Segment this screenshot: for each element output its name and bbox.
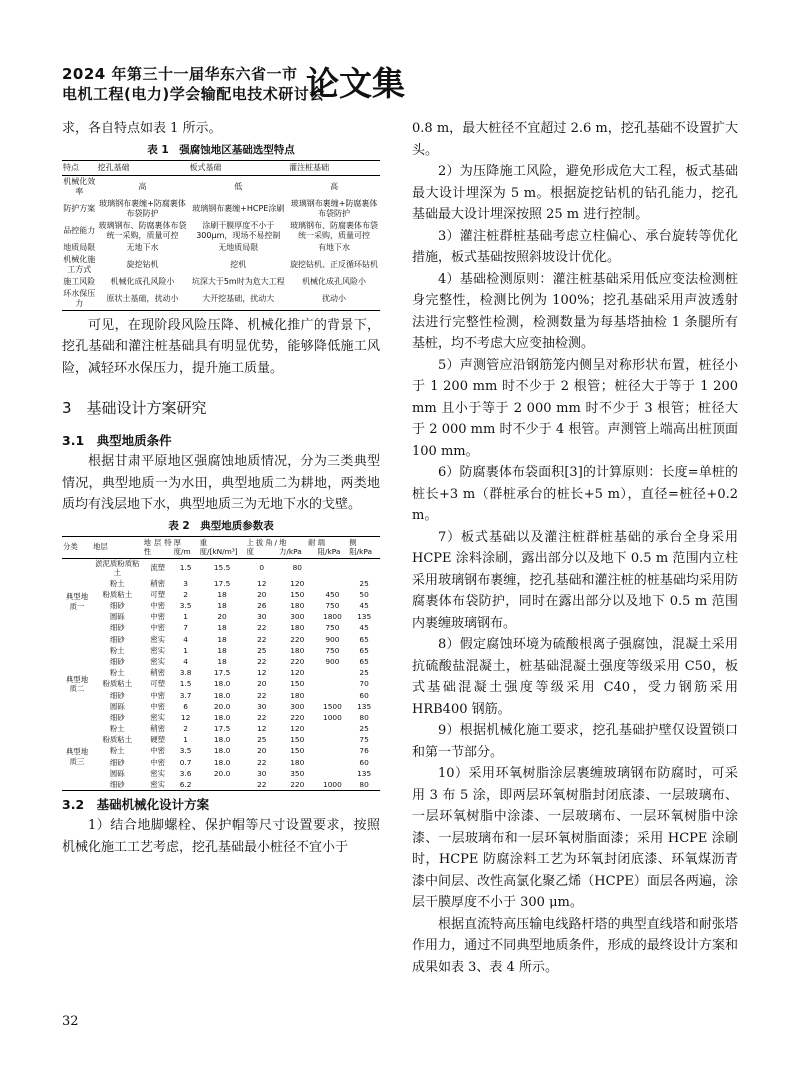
- table1-cell: 机械化施工方式: [63, 254, 96, 274]
- table2-cell: [317, 768, 349, 779]
- table2-cell: 0: [259, 563, 265, 573]
- table2-cell: 135: [357, 768, 372, 778]
- table2-cell: 300: [290, 701, 305, 711]
- table1-cell: 旋挖钻机、正反循环钻机: [290, 259, 379, 269]
- table2-cell: 粉土: [109, 746, 125, 756]
- table-row: [62, 220, 380, 242]
- paragraph: 5）声测管应沿钢筋笼内侧呈对称形状布置，桩径小于 1 200 mm 时不少于 2 根管；桩径大于等于 1 200 mm 且小于等于 2 000 mm 时不少于 3 根管；桩径大于 2 000 mm 时不少于 4 根管。声测管上端高出桩顶面 100 mm。: [412, 357, 738, 459]
- table2-header-cell: 端阻/kPa: [317, 536, 349, 558]
- table2-cell: 稍密: [150, 578, 165, 588]
- paragraph: 0.8 m，最大桩径不宜超过 2.6 m，挖孔基础不设置扩大头。: [412, 121, 738, 158]
- table2-cell: 密实: [150, 768, 165, 778]
- table2-cell: 18.0: [213, 712, 231, 722]
- table1-cell: 玻璃钢布裹缠+防腐裹体布袋防护: [290, 198, 378, 218]
- table2-cell: 180: [290, 623, 305, 633]
- table2-cell: 6.2: [179, 780, 192, 790]
- table1-cell: 玻璃钢布、防腐裹体布袋统一采购，质量可控: [98, 220, 187, 240]
- table2-cell: 3.5: [179, 746, 192, 756]
- table2-cell: 粉质粘土: [102, 589, 133, 599]
- table1-cell: 无地下水: [126, 242, 159, 252]
- table2-cell: 220: [290, 656, 305, 666]
- table2-cell: 细砂: [109, 656, 125, 666]
- table2-cell: 1.5: [179, 563, 192, 573]
- table2-cell: 圆砾: [109, 768, 125, 778]
- table-row: [62, 634, 380, 645]
- table2-cell: 22: [257, 690, 267, 700]
- table2-cell: 圆砾: [109, 701, 125, 711]
- table2-cell: 25: [359, 578, 369, 588]
- table2-cell: 18: [217, 656, 227, 666]
- table2-cell: 76: [359, 746, 369, 756]
- table2-cell: 中密: [150, 612, 165, 622]
- table1-header-cell: 灌注桩基础: [288, 160, 380, 175]
- table2-cell: 中密: [150, 623, 165, 633]
- page-number: 32: [62, 1014, 79, 1029]
- table-row: [62, 679, 380, 690]
- table-row: [62, 768, 380, 779]
- table2-cell: 密实: [150, 634, 165, 644]
- table2-cell: 7: [183, 623, 188, 633]
- table1-cell: 机械化成孔风险小: [302, 276, 367, 286]
- table2-cell: 2: [183, 589, 188, 599]
- table2-cell: 220: [290, 712, 305, 722]
- table2-cell: 25: [359, 724, 369, 734]
- table2-header-cell: 上拔角/度: [246, 536, 278, 558]
- table2-cell: [199, 779, 246, 791]
- table2-cell: 45: [359, 623, 369, 633]
- table2-cell: 3.5: [179, 601, 192, 611]
- table2-cell: 135: [357, 612, 372, 622]
- table-row: [62, 254, 380, 276]
- table-row: [62, 175, 380, 198]
- table2-cell: 65: [359, 656, 369, 666]
- paragraph: 1）结合地脚螺栓、保护帽等尺寸设置要求，按照机械化施工工艺考虑，挖孔基础最小桩径不宜小于: [62, 818, 380, 855]
- table2-cell: 150: [290, 746, 305, 756]
- table2-cell: 20: [217, 612, 227, 622]
- table1-cell: 大开挖基础，扰动大: [202, 293, 275, 303]
- table2-header-cell: 厚度/m: [173, 536, 199, 558]
- table-row: [62, 757, 380, 768]
- paragraph: 根据甘肃平原地区强腐蚀地质情况，分为三类典型情况，典型地质一为水田，典型地质二为耕地，两类地质均有浅层地下水，典型地质三为无地下水的戈壁。: [62, 454, 380, 512]
- table2-cell: 70: [359, 679, 369, 689]
- table2-cell: 350: [290, 768, 305, 778]
- table2-cell: 3.8: [179, 668, 192, 678]
- table-row: [62, 746, 380, 757]
- table2-cell: 450: [325, 589, 340, 599]
- table1-cell: 玻璃钢布裹缠+HCPE涂刷: [192, 203, 285, 213]
- table2-cell: 120: [290, 724, 305, 734]
- table2-group-cell: 典型地质二: [65, 674, 89, 694]
- table2-cell: 80: [359, 712, 369, 722]
- table2-cell: [317, 558, 349, 578]
- table2-cell: 25: [257, 735, 267, 745]
- table2-cell: 细砂: [109, 712, 125, 722]
- table2-cell: 750: [325, 645, 340, 655]
- table2-cell: 150: [290, 589, 305, 599]
- table2-cell: 80: [359, 780, 369, 790]
- table-row: [62, 589, 380, 600]
- paragraph: 7）板式基础以及灌注桩群桩基础的承台全身采用 HCPE 涂料涂刷，露出部分以及地下 0.5 m 范围内立柱采用玻璃钢布裹缠，挖孔基础和灌注桩的桩基础均采用防腐裹体布袋防护，同时在露出部分以及地下 0.5 m 范围内裹缠玻璃钢布。: [412, 529, 738, 631]
- table2-cell: 圆砾: [109, 612, 125, 622]
- paragraph: 3）灌注桩群桩基础考虑立柱偏心、承台旋转等优化措施，板式基础按照斜坡设计优化。: [412, 228, 738, 265]
- table2-cell: 17.5: [213, 578, 231, 588]
- table2-cell: 17.5: [213, 668, 231, 678]
- table2-cell: 18.0: [213, 735, 231, 745]
- table2-cell: 1.5: [179, 679, 192, 689]
- table2-cell: [317, 690, 349, 701]
- table2-cell: 180: [290, 645, 305, 655]
- table2-cell: 1: [183, 735, 188, 745]
- table2-cell: [317, 757, 349, 768]
- table2-cell: 50: [359, 589, 369, 599]
- table2-cell: 30: [257, 701, 267, 711]
- table2-cell: 可塑: [150, 679, 165, 689]
- paragraph: 10）采用环氧树脂涂层裹缠玻璃钢布防腐时，可采用 3 布 5 涂，即两层环氧树脂封闭底漆、一层玻璃布、一层环氧树脂中涂漆、一层玻璃布、一层环氧树脂中涂漆、一层玻璃布和一层环氧树脂面漆；采用 HCPE 涂刷时，HCPE 防腐涂料工艺为环氧封闭底漆、环氧煤沥青漆中间层、改性高氯化聚乙烯（HCPE）面层各两遍，涂层干膜厚度不小于 300 μm。: [412, 766, 738, 910]
- table1-cell: 挖机: [230, 259, 247, 269]
- table1-cell: 环水保压力: [63, 288, 96, 308]
- table-row: [62, 712, 380, 723]
- table2-cell: 18.0: [213, 746, 231, 756]
- table2-cell: 20.0: [213, 768, 231, 778]
- table2-group-cell: 典型地质一: [65, 592, 89, 611]
- table2-cell: 淤泥质粉质粘土: [95, 558, 140, 578]
- paragraph: 4）基础检测原则：灌注桩基础采用低应变法检测桩身完整性，检测比例为 100%；挖孔基础采用声波透射法进行完整性检测，检测数量为每基塔抽检 1 条腿所有基桩，均不考虑大应变抽检测。: [412, 271, 738, 351]
- table2-header-cell: 地层: [92, 536, 143, 558]
- table2-cell: 0.7: [179, 757, 192, 767]
- table2-cell: 细砂: [109, 634, 125, 644]
- table2-cell: 900: [325, 656, 340, 666]
- table2-cell: 22: [257, 623, 267, 633]
- table2-cell: 30: [257, 768, 267, 778]
- table2-cell: 18: [217, 634, 227, 644]
- table2-cell: 18: [217, 645, 227, 655]
- table2-cell: [317, 667, 349, 678]
- table2-cell: 密实: [150, 656, 165, 666]
- table1-cell: 高: [138, 181, 147, 191]
- table2-cell: 粉土: [109, 668, 125, 678]
- table1-cell: 施工风险: [63, 276, 96, 286]
- table2-cell: 22: [257, 712, 267, 722]
- table2-cell: 750: [325, 601, 340, 611]
- table2-cell: 20.0: [213, 701, 231, 711]
- section-heading: 3 基础设计方案研究: [62, 399, 207, 417]
- table2-cell: 65: [359, 645, 369, 655]
- table2-cell: 18.0: [213, 757, 231, 767]
- table2-cell: 75: [359, 735, 369, 745]
- table2-cell: 稍密: [150, 668, 165, 678]
- table2: [62, 536, 380, 792]
- table2-caption: 表 2 典型地质参数表: [168, 519, 274, 532]
- table2-cell: 密实: [150, 645, 165, 655]
- table2-cell: 30: [257, 612, 267, 622]
- table-row: [62, 288, 380, 311]
- table2-cell: 6: [183, 701, 188, 711]
- table2-cell: 4: [183, 656, 188, 666]
- table2-cell: 细砂: [109, 601, 125, 611]
- table2-cell: 可塑: [150, 589, 165, 599]
- table2-cell: 18.0: [213, 679, 231, 689]
- table1-cell: 有地下水: [318, 242, 351, 252]
- table2-cell: 22: [257, 634, 267, 644]
- paragraph: 可见，在现阶段风险压降、机械化推广的背景下，挖孔基础和灌注桩基础具有明显优势，能够降低施工风险，减轻环水保压力，提升施工质量。: [62, 317, 380, 376]
- paragraph: 2）为压降施工风险，避免形成危大工程，板式基础最大设计埋深为 5 m。根据旋挖钻机的钻孔能力，挖孔基础最大设计埋深按照 25 m 进行控制。: [412, 164, 738, 222]
- table1-cell: 防护方案: [63, 203, 96, 213]
- table2-cell: 20: [257, 679, 267, 689]
- table2-header-cell: 侧阻/kPa: [348, 536, 380, 558]
- table2-cell: 1500: [323, 701, 342, 711]
- table-row: [62, 779, 380, 791]
- table2-header-cell: 地层特性: [143, 536, 173, 558]
- table-row: [62, 667, 380, 678]
- table2-cell: [317, 578, 349, 589]
- table2-group-cell: 典型地质三: [65, 747, 89, 766]
- table2-cell: 密实: [150, 712, 165, 722]
- table2-cell: 26: [257, 601, 267, 611]
- table2-cell: [317, 723, 349, 734]
- table2-cell: 中密: [150, 701, 165, 711]
- table2-cell: 45: [359, 601, 369, 611]
- table2-cell: 12: [180, 712, 191, 722]
- table2-cell: 18: [217, 589, 227, 599]
- table2-cell: 120: [290, 668, 305, 678]
- proceedings-title: [62, 64, 325, 104]
- table2-cell: 20: [257, 589, 267, 599]
- table-row: [62, 611, 380, 622]
- table-row: [62, 623, 380, 634]
- table2-cell: 细砂: [109, 757, 125, 767]
- table2-cell: 1000: [323, 780, 342, 790]
- table2-cell: 180: [290, 690, 305, 700]
- table1-cell: 旋挖钻机: [126, 259, 159, 269]
- table-row: [62, 701, 380, 712]
- table2-cell: 180: [290, 757, 305, 767]
- table1-caption: 表 1 强腐蚀地区基础选型特点: [147, 143, 295, 156]
- table2-cell: 22: [257, 780, 267, 790]
- table2-cell: 20: [257, 746, 267, 756]
- table2-header-cell: 重度/[kN/m³]: [199, 536, 246, 558]
- table2-cell: 稍密: [150, 724, 165, 734]
- table2-cell: 中密: [150, 690, 165, 700]
- table2-cell: 120: [290, 578, 305, 588]
- table1-cell: 低: [234, 181, 243, 191]
- table-row: [62, 723, 380, 734]
- table2-cell: 60: [359, 757, 369, 767]
- table2-cell: 17.5: [213, 724, 231, 734]
- proceedings-title-line1: 2024 年第三十一届华东六省一市: [62, 65, 298, 83]
- table-row: [62, 600, 380, 611]
- table2-cell: 细砂: [109, 780, 125, 790]
- table2-cell: 粉土: [109, 578, 125, 588]
- table-row: [62, 690, 380, 701]
- table-row: [62, 656, 380, 667]
- table2-cell: 220: [290, 780, 305, 790]
- table1-cell: 原状土基础，扰动小: [106, 293, 179, 303]
- table-row: [62, 645, 380, 656]
- table2-cell: 750: [325, 623, 340, 633]
- subsection-heading: 3.1 典型地质条件: [62, 433, 172, 448]
- table2-cell: 18: [217, 601, 227, 611]
- right-column: [412, 118, 738, 978]
- table2-cell: [317, 679, 349, 690]
- table2-cell: 1: [183, 645, 188, 655]
- proceedings-label: 论文集: [306, 64, 405, 103]
- table2-cell: 18.0: [213, 690, 231, 700]
- table2-cell: 12: [257, 724, 267, 734]
- table2-cell: 中密: [150, 746, 165, 756]
- table2-cell: [317, 746, 349, 757]
- table2-cell: 135: [357, 701, 372, 711]
- table-row: [62, 276, 380, 288]
- table2-cell: 150: [290, 679, 305, 689]
- table2-cell: 25: [257, 645, 267, 655]
- table2-cell: 2: [183, 724, 188, 734]
- paragraph: 根据直流特高压输电线路杆塔的典型直线塔和耐张塔作用力，通过不同典型地质条件，形成的最终设计方案和成果如表 3、表 4 所示。: [412, 916, 738, 975]
- proceedings-title-line2: 电机工程(电力)学会输配电技术研讨会: [62, 85, 325, 103]
- table-row: [62, 735, 380, 746]
- table-row: [62, 198, 380, 220]
- table2-cell: 流塑: [150, 563, 165, 573]
- table1-cell: 机械化效率: [63, 176, 96, 196]
- table2-cell: 18: [217, 623, 227, 633]
- table1-cell: 地质局限: [63, 242, 96, 252]
- table2-cell: 1000: [323, 712, 342, 722]
- table2-cell: 4: [183, 634, 188, 644]
- table2-cell: 3: [183, 578, 188, 588]
- table2-cell: 1800: [323, 612, 342, 622]
- left-column: [62, 118, 380, 858]
- table1-cell: 品控能力: [63, 225, 96, 235]
- table2-cell: 硬塑: [150, 735, 165, 745]
- table2-cell: 12: [257, 578, 267, 588]
- table2-cell: 80: [292, 563, 302, 573]
- table2-cell: 粉土: [109, 645, 125, 655]
- table1-header-cell: 板式基础: [188, 160, 288, 175]
- table2-cell: [317, 735, 349, 746]
- table2-cell: 25: [359, 668, 369, 678]
- table1-cell: 坑深大于5m时为危大工程: [191, 276, 285, 286]
- table-row: [62, 558, 380, 578]
- table1-cell: 涂刷干膜厚度不小于300μm，现场不易控制: [196, 220, 281, 240]
- table1-cell: 扰动小: [322, 293, 347, 303]
- table2-cell: 180: [290, 601, 305, 611]
- table1-cell: 机械化成孔风险小: [110, 276, 175, 286]
- table2-cell: 粉质粘土: [102, 735, 133, 745]
- table2-cell: 密实: [150, 780, 165, 790]
- table1-cell: 玻璃钢布裹缠+防腐裹体布袋防护: [99, 198, 186, 218]
- table-row: [62, 578, 380, 589]
- table2-cell: 粉质粘土: [102, 679, 133, 689]
- table-row: [62, 242, 380, 254]
- paragraph: 8）假定腐蚀环境为硫酸根离子强腐蚀，混凝土采用抗硫酸盐混凝土，桩基础混凝土强度等级采用 C50，板式基础混凝土强度等级采用 C40，受力钢筋采用 HRB400 钢筋。: [412, 637, 738, 717]
- table2-header-cell: 地耐力/kPa: [278, 536, 317, 558]
- table2-cell: 900: [325, 634, 340, 644]
- table1-header-cell: 挖孔基础: [97, 160, 189, 175]
- table2-cell: 15.5: [213, 563, 231, 573]
- table2-cell: [348, 558, 380, 578]
- table2-cell: 22: [257, 757, 267, 767]
- table2-cell: 60: [359, 690, 369, 700]
- table2-cell: 1: [183, 612, 188, 622]
- paragraph: 求，各自特点如表 1 所示。: [62, 121, 222, 136]
- paragraph: 6）防腐裹体布袋面积[3]的计算原则：长度=单桩的桩长+3 m（群桩承台的桩长+5 m），直径=桩径+0.2 m。: [412, 465, 738, 523]
- table2-cell: 粉土: [109, 724, 125, 734]
- table2-cell: 3.7: [179, 690, 192, 700]
- table2-cell: 细砂: [109, 690, 125, 700]
- table2-cell: 3.6: [179, 768, 192, 778]
- table2-header-cell: 分类: [62, 536, 92, 558]
- table1-header-cell: 特点: [62, 160, 97, 175]
- table2-cell: 12: [257, 668, 267, 678]
- table2-cell: 中密: [150, 601, 165, 611]
- paragraph: 9）根据机械化施工要求，挖孔基础护壁仅设置锁口和第一节部分。: [412, 723, 738, 760]
- table1-cell: 高: [330, 181, 339, 191]
- table2-cell: 细砂: [109, 623, 125, 633]
- table1-cell: 玻璃钢布、防腐裹体布袋统一采购，质量可控: [290, 220, 379, 240]
- table2-cell: 22: [257, 656, 267, 666]
- table2-cell: 220: [290, 634, 305, 644]
- table2-cell: 150: [290, 735, 305, 745]
- table1-cell: 无地质局限: [218, 242, 259, 252]
- table1: [62, 160, 380, 311]
- table2-cell: 中密: [150, 757, 165, 767]
- table2-cell: 65: [359, 634, 369, 644]
- subsection-heading: 3.2 基础机械化设计方案: [62, 797, 210, 813]
- table2-cell: 300: [290, 612, 305, 622]
